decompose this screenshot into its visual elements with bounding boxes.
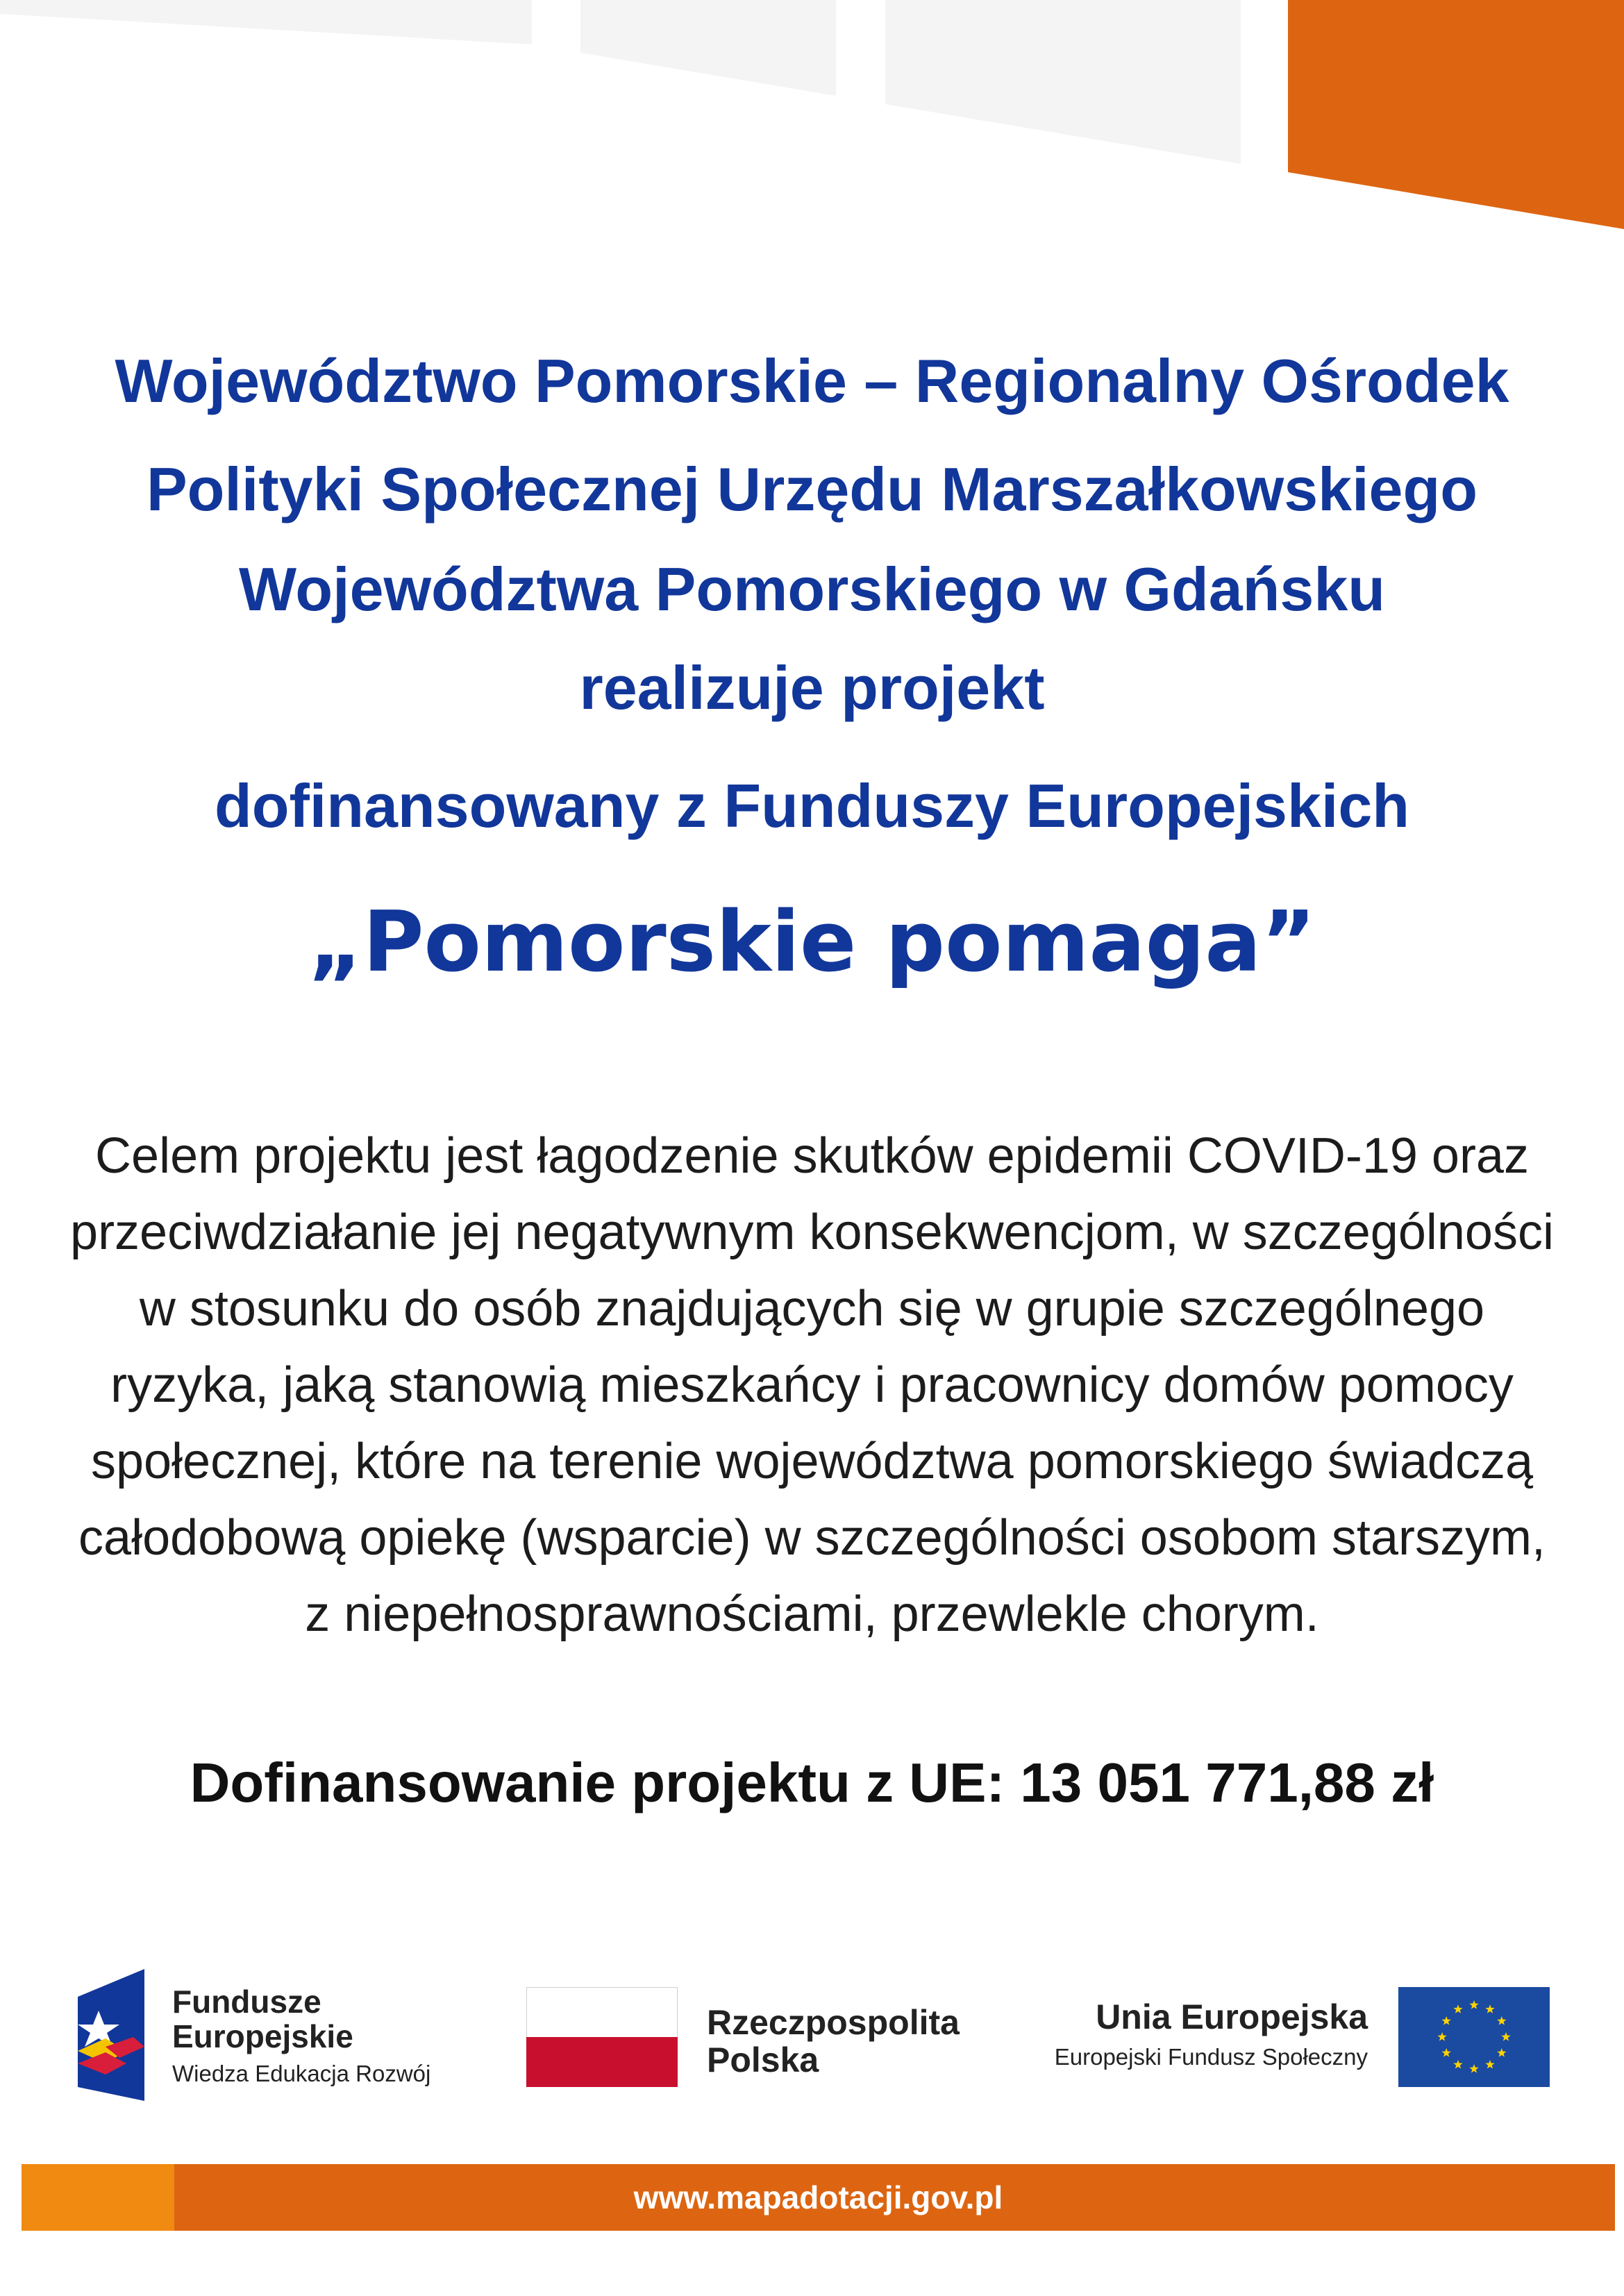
- description-line-2: przeciwdziałanie jej negatywnym konsekwencjom, w szczególności: [70, 1205, 1554, 1260]
- footer-website-link[interactable]: www.mapadotacji.gov.pl: [633, 2179, 1003, 2215]
- fe-logo-title: [172, 1984, 353, 2054]
- fe-logo-line1: Fundusze: [172, 1984, 321, 2020]
- description-line-1: Celem projektu jest łagodzenie skutków epidemii COVID-19 oraz: [95, 1128, 1529, 1184]
- description-line-6: całodobową opiekę (wsparcie) w szczególności osobom starszym,: [78, 1510, 1546, 1566]
- fe-logo-line2: Europejskie: [172, 2018, 353, 2054]
- eu-logo-title: Unia Europejska: [1096, 1997, 1368, 2036]
- fundusze-europejskie-emblem-icon: [78, 1969, 144, 2101]
- header-line-5: dofinansowany z Funduszy Europejskich: [214, 771, 1410, 840]
- header-line-1: Województwo Pomorskie – Regionalny Ośrodek: [115, 346, 1509, 415]
- rp-logo-title: [707, 2004, 960, 2079]
- header-line-4: realizuje projekt: [579, 653, 1045, 722]
- top-decoration: [0, 0, 1624, 236]
- project-title: „Pomorskie pomaga”: [308, 894, 1316, 991]
- header-line-3: Województwa Pomorskiego w Gdańsku: [238, 555, 1386, 623]
- description-line-3: w stosunku do osób znajdujących się w grupie szczególnego: [139, 1281, 1485, 1336]
- fe-logo-subtitle: Wiedza Edukacja Rozwój: [172, 2061, 431, 2086]
- eu-logo-subtitle: Europejski Fundusz Społeczny: [1054, 2044, 1368, 2070]
- gray-stripe-1: [0, 0, 532, 44]
- description-line-4: ryzyka, jaką stanowią mieszkańcy i pracownicy domów pomocy: [110, 1357, 1514, 1413]
- polish-flag-icon: [526, 1987, 678, 2087]
- gray-stripe-3: [885, 0, 1241, 164]
- eu-flag-icon: [1398, 1987, 1550, 2087]
- orange-corner: [1288, 0, 1624, 229]
- rp-logo-line2: Polska: [707, 2041, 819, 2079]
- description-line-7: z niepełnosprawnościami, przewlekle chorym.: [305, 1586, 1319, 1642]
- header-line-2: Polityki Społecznej Urzędu Marszałkowskiego: [146, 455, 1477, 523]
- rp-logo-line1: Rzeczpospolita: [707, 2003, 960, 2042]
- description-line-5: społecznej, które na terenie województwa pomorskiego świadczą: [90, 1434, 1534, 1489]
- gray-stripe-2: [580, 0, 836, 96]
- funding-amount: Dofinansowanie projektu z UE: 13 051 771,88 zł: [190, 1752, 1434, 1813]
